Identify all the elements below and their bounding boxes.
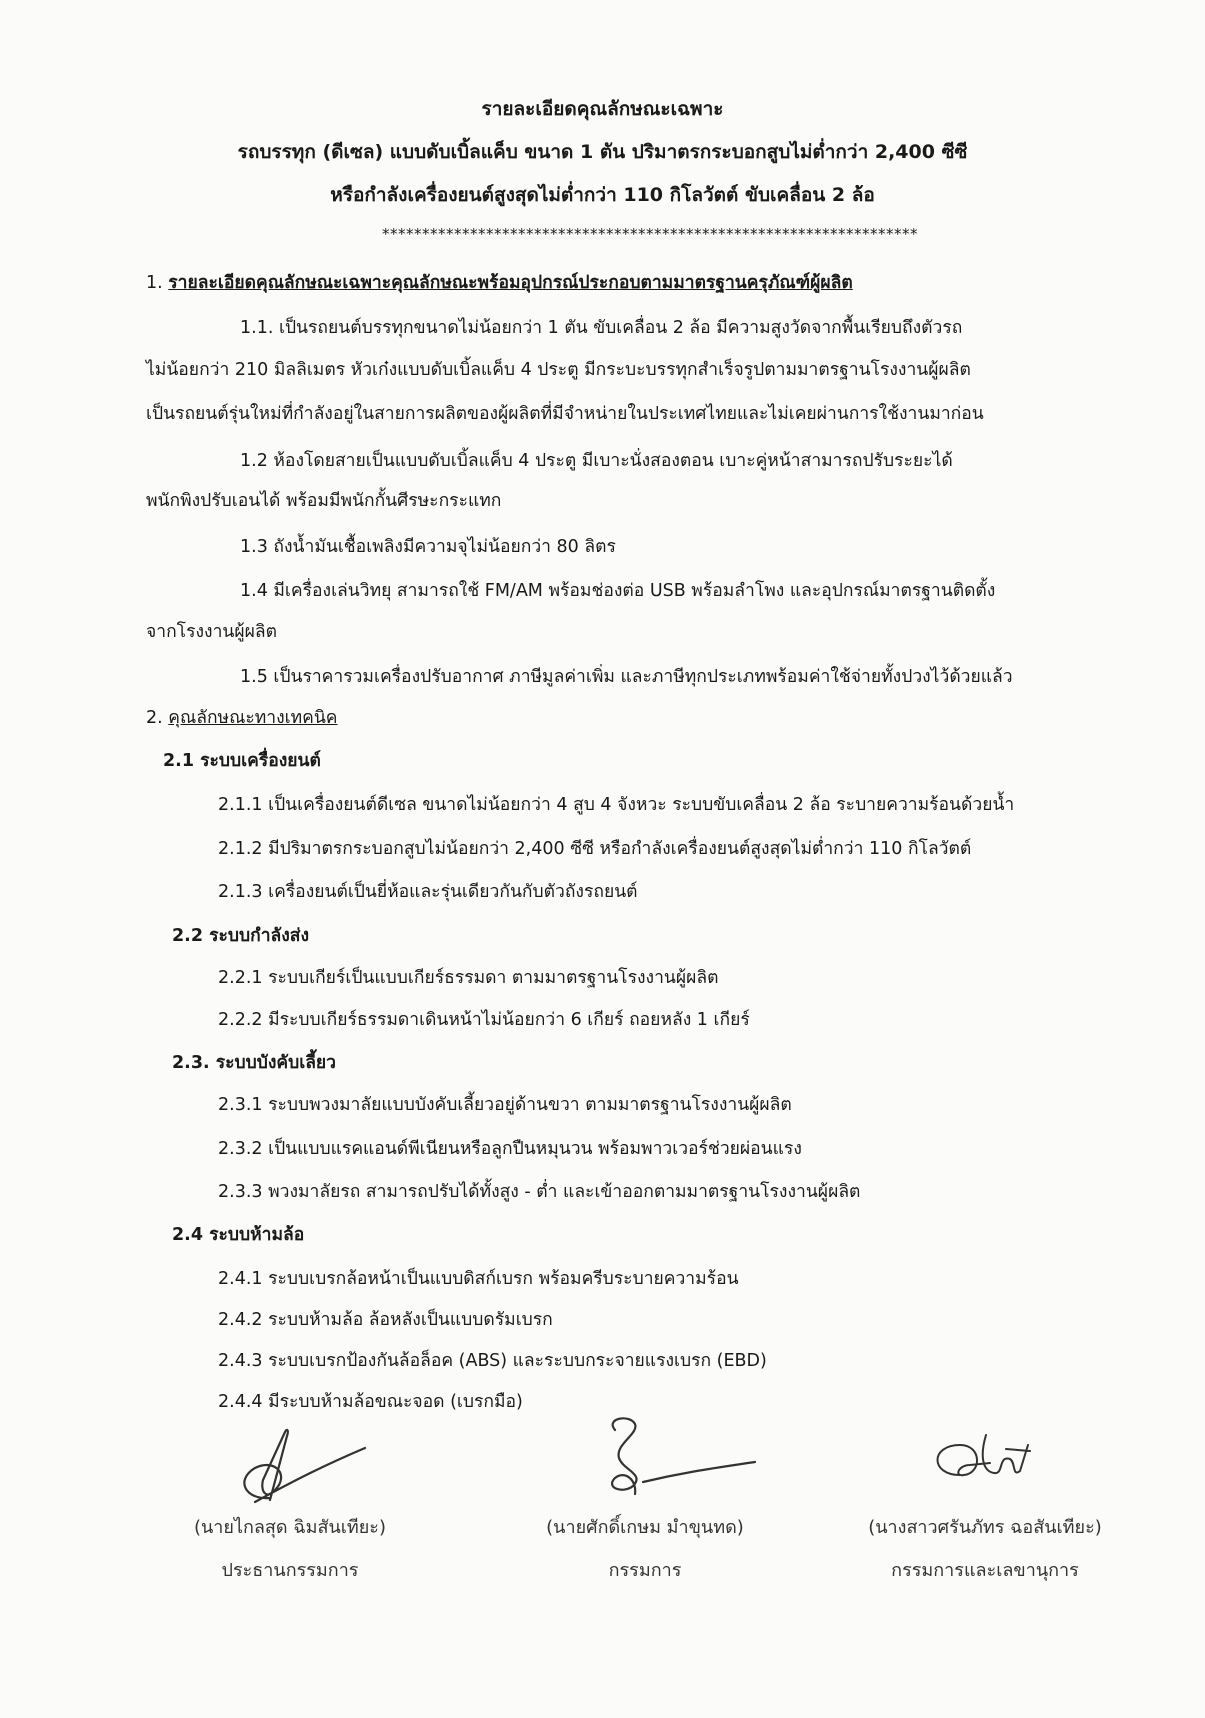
item-2-1-3: 2.1.3 เครื่องยนต์เป็นยี่ห้อและรุ่นเดียวกันกับตัวถังรถยนต์ [218,882,638,902]
signature-name-1: (นายไกลสุด ฉิมสันเทียะ) [193,1517,387,1538]
item-2-4-4: 2.4.4 มีระบบห้ามล้อขณะจอด (เบรกมือ) [218,1392,523,1412]
subsection-2-2-heading: 2.2 ระบบกำลังส่ง [172,926,310,946]
separator-line: ******************************************************************* [382,225,918,243]
signature-name-3: (นางสาวศรันภัทร ฉอสันเทียะ) [868,1517,1102,1538]
signature-role-1: ประธานกรรมการ [221,1560,359,1581]
para-1-4-line-2: จากโรงงานผู้ผลิต [146,622,277,642]
section2-number: 2. [146,708,163,728]
para-1-1-line-1: 1.1. เป็นรถยนต์บรรทุกขนาดไม่น้อยกว่า 1 ตัน ขับเคลื่อน 2 ล้อ มีความสูงวัดจากพื้นเรียบถึงตัวรถ [240,318,963,338]
signature-committee-member [575,1410,765,1500]
section1-heading [146,268,853,296]
item-2-1-2: 2.1.2 มีปริมาตรกระบอกสูบไม่น้อยกว่า 2,400 ซีซี หรือกำลังเครื่องยนต์สูงสุดไม่ต่ำกว่า 110 กิโลวัตต์ [218,839,972,859]
section2-title: คุณลักษณะทางเทคนิค [168,708,338,728]
doc-title: รายละเอียดคุณลักษณะเฉพาะ [481,98,724,120]
subsection-2-3-heading: 2.3. ระบบบังคับเลี้ยว [172,1053,337,1073]
doc-subtitle-2: หรือกำลังเครื่องยนต์สูงสุดไม่ต่ำกว่า 110 กิโลวัตต์ ขับเคลื่อน 2 ล้อ [330,184,875,206]
signature-chairman [215,1420,375,1510]
section2-heading [146,703,338,731]
para-1-1-line-3: เป็นรถยนต์รุ่นใหม่ที่กำลังอยู่ในสายการผลิตของผู้ผลิตที่มีจำหน่ายในประเทศไทยและไม่เคยผ่านการใช้งานมาก่อน [146,404,984,424]
signature-secretary [920,1425,1050,1495]
signature-role-2: กรรมการ [608,1560,682,1581]
item-2-4-3: 2.4.3 ระบบเบรกป้องกันล้อล็อค (ABS) และระบบกระจายแรงเบรก (EBD) [218,1351,767,1371]
subsection-2-4-heading: 2.4 ระบบห้ามล้อ [172,1225,305,1245]
signature-role-3: กรรมการและเลขานุการ [891,1560,1079,1581]
signature-name-2: (นายศักดิ์เกษม มำขุนทด) [546,1517,744,1538]
para-1-1-line-2: ไม่น้อยกว่า 210 มิลลิเมตร หัวเก๋งแบบดับเบิ้ลแค็บ 4 ประตู มีกระบะบรรทุกสำเร็จรูปตามมาตรฐานโรงงานผู้ผลิต [146,360,971,380]
item-2-3-2: 2.3.2 เป็นแบบแรคแอนด์พีเนียนหรือลูกปืนหมุนวน พร้อมพาวเวอร์ช่วยผ่อนแรง [218,1139,802,1159]
item-2-3-3: 2.3.3 พวงมาลัยรถ สามารถปรับได้ทั้งสูง - ต่ำ และเข้าออกตามมาตรฐานโรงงานผู้ผลิต [218,1182,861,1202]
section1-title: รายละเอียดคุณลักษณะเฉพาะคุณลักษณะพร้อมอุปกรณ์ประกอบตามมาตรฐานครุภัณฑ์ผู้ผลิต [168,273,853,293]
item-2-1-1: 2.1.1 เป็นเครื่องยนต์ดีเซล ขนาดไม่น้อยกว่า 4 สูบ 4 จังหวะ ระบบขับเคลื่อน 2 ล้อ ระบายความร้อนด้วยน้ำ [218,795,1015,815]
para-1-2-line-1: 1.2 ห้องโดยสายเป็นแบบดับเบิ้ลแค็บ 4 ประตู มีเบาะนั่งสองตอน เบาะคู่หน้าสามารถปรับระยะได้ [240,451,953,471]
para-1-2-line-2: พนักพิงปรับเอนได้ พร้อมมีพนักกั้นศีรษะกระแทก [146,491,502,511]
item-2-2-2: 2.2.2 มีระบบเกียร์ธรรมดาเดินหน้าไม่น้อยกว่า 6 เกียร์ ถอยหลัง 1 เกียร์ [218,1010,750,1030]
section1-number: 1. [146,273,163,293]
para-1-3: 1.3 ถังน้ำมันเชื้อเพลิงมีความจุไม่น้อยกว่า 80 ลิตร [240,537,616,557]
subsection-2-1-heading: 2.1 ระบบเครื่องยนต์ [163,751,321,771]
item-2-3-1: 2.3.1 ระบบพวงมาลัยแบบบังคับเลี้ยวอยู่ด้านขวา ตามมาตรฐานโรงงานผู้ผลิต [218,1095,792,1115]
item-2-4-1: 2.4.1 ระบบเบรกล้อหน้าเป็นแบบดิสก์เบรก พร้อมครีบระบายความร้อน [218,1269,739,1289]
item-2-4-2: 2.4.2 ระบบห้ามล้อ ล้อหลังเป็นแบบดรัมเบรก [218,1310,553,1330]
doc-subtitle-1: รถบรรทุก (ดีเซล) แบบดับเบิ้ลแค็บ ขนาด 1 ตัน ปริมาตรกระบอกสูบไม่ต่ำกว่า 2,400 ซีซี [237,141,968,163]
item-2-2-1: 2.2.1 ระบบเกียร์เป็นแบบเกียร์ธรรมดา ตามมาตรฐานโรงงานผู้ผลิต [218,968,719,988]
para-1-4-line-1: 1.4 มีเครื่องเล่นวิทยุ สามารถใช้ FM/AM พร้อมช่องต่อ USB พร้อมลำโพง และอุปกรณ์มาตรฐานติดตั้ง [240,581,996,601]
para-1-5: 1.5 เป็นราคารวมเครื่องปรับอากาศ ภาษีมูลค่าเพิ่ม และภาษีทุกประเภทพร้อมค่าใช้จ่ายทั้งปวงไว้ด้วยแล้ว [240,667,1013,687]
